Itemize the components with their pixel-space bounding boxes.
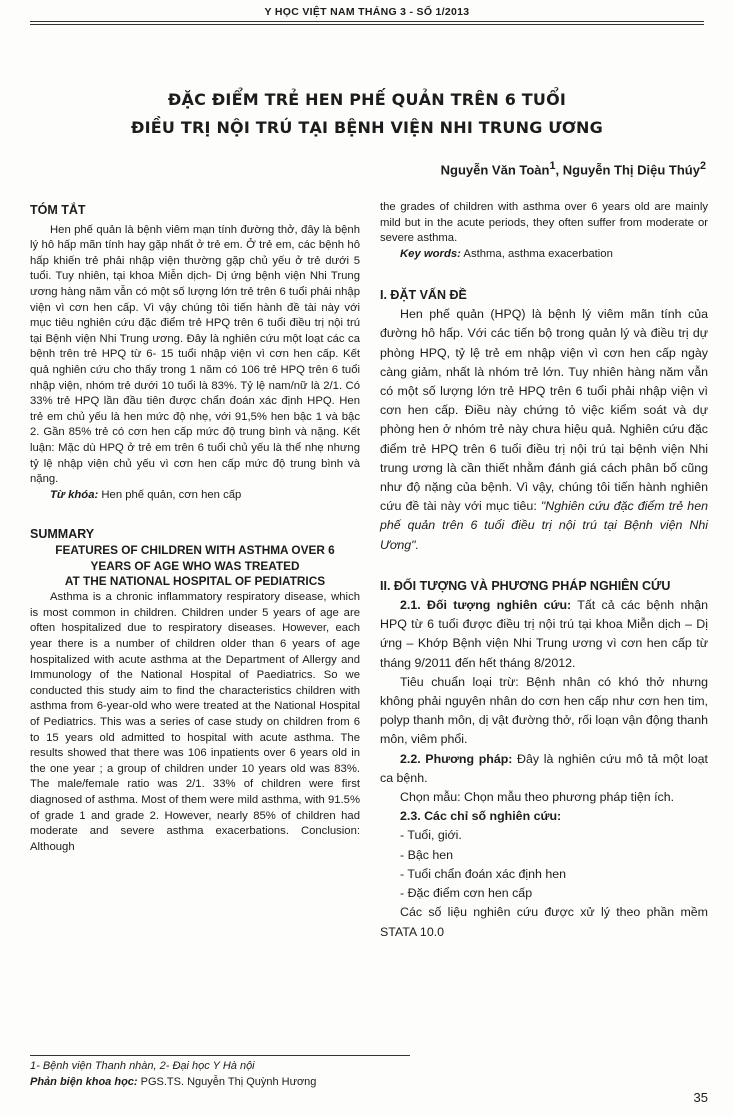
author-1-affiliation: 1 bbox=[549, 160, 556, 172]
summary-title-line-2: YEARS OF AGE WHO WAS TREATED bbox=[90, 558, 300, 573]
section-2-1-text: Tất cả các bệnh nhận HPQ từ 6 tuổi được điều trị nội trú tại khoa Miễn dịch – Dị ứng – Khớp Bệnh viện Nhi Trung ương vì cơn hen cấp từ tháng 9/2011 đến hết tháng 8/2012. bbox=[380, 598, 709, 670]
header-rule-secondary bbox=[30, 24, 704, 25]
tom-tat-keywords bbox=[30, 488, 360, 504]
author-2-affiliation: 2 bbox=[699, 160, 706, 172]
reviewer-label: Phản biện khoa học: bbox=[30, 1076, 138, 1088]
summary-keywords bbox=[380, 247, 708, 263]
section-2-2-text: Đây là nghiên cứu mô tả một loạt ca bệnh. bbox=[380, 751, 708, 785]
section-2-2-label: 2.2. Phương pháp: bbox=[400, 751, 513, 766]
affiliations: 1- Bệnh viện Thanh nhàn, 2- Đại học Y Hà nội bbox=[30, 1060, 255, 1072]
summary-title-line-1: FEATURES OF CHILDREN WITH ASTHMA OVER 6 bbox=[55, 542, 335, 557]
keywords-text: Hen phế quản, cơn hen cấp bbox=[98, 488, 242, 501]
reviewer-line bbox=[30, 1074, 316, 1090]
section-2-3-label: 2.3. Các chỉ số nghiên cứu: bbox=[400, 809, 562, 824]
header-rule bbox=[30, 21, 704, 22]
author-separator: , bbox=[555, 162, 563, 178]
summary-title bbox=[30, 543, 360, 590]
section-2-1-label: 2.1. Đối tượng nghiên cứu: bbox=[400, 598, 572, 613]
indicator-item: - Tuổi, giới. bbox=[400, 828, 462, 843]
indicator-item: - Tuổi chẩn đoán xác định hen bbox=[400, 866, 567, 881]
summary-heading: SUMMARY bbox=[30, 527, 95, 542]
key-words-text: Asthma, asthma exacerbation bbox=[460, 247, 613, 260]
exclusion-criteria: Tiêu chuẩn loại trừ: Bệnh nhân có khó thở nhưng không phải nguyên nhân do cơn hen cấp như cơn hen tim, polyp thanh môn, dị vật đường thở, rối loạn vận động thanh môn, viêm phổi. bbox=[380, 674, 708, 747]
section-1-objective: "Nghiên cứu đặc điểm trẻ hen phế quản trên 6 tuổi điều trị nội trú tại Bệnh viện Nhi Ương". bbox=[380, 499, 708, 552]
author-2: Nguyễn Thị Diệu Thúy bbox=[562, 162, 700, 178]
summary-title-line-3: AT THE NATIONAL HOSPITAL OF PEDIATRICS bbox=[64, 574, 326, 589]
keywords-label: Từ khóa: bbox=[50, 488, 99, 501]
author-line bbox=[441, 160, 706, 177]
footnote-rule bbox=[30, 1055, 410, 1056]
summary-continuation-text: the grades of children with asthma over 6 years old are mainly mild but in the acute periods, they often suffer from moderate or severe asthma. bbox=[380, 201, 708, 245]
tom-tat-heading: TÓM TẮT bbox=[30, 203, 86, 217]
indicator-item: - Bậc hen bbox=[400, 847, 454, 862]
section-2-1 bbox=[380, 596, 708, 673]
section-1-heading: I. ĐẶT VẤN ĐỀ bbox=[380, 288, 467, 302]
page-number: 35 bbox=[693, 1090, 708, 1105]
author-1: Nguyễn Văn Toàn bbox=[440, 162, 550, 178]
section-1-text: Hen phế quản (HPQ) là bệnh lý viêm mãn tính của đường hô hấp. Với các tiến bộ trong quản lý và điều trị dự phòng HPQ, tỷ lệ trẻ em nhập viện vì cơn hen cấp ngày càng giảm, nhất là nhóm trẻ lớn. Tuy nhiên hàng năm vẫn có một số lượng lớn trẻ HPQ trên 6 tuổi phải nhập viện vì cơn hen cấp. Điều này chứng tỏ việc kiểm soát và dự phòng hen ở nhóm trẻ này chưa hiệu quả. Nghiên cứu đặc điểm trẻ HPQ trên 6 tuổi điều trị nội trú tại bệnh viện Nhi trung ương là cần thiết nhằm đánh giá cách phân bố cũng như độ nặng của bệnh. Vì vậy, chúng tôi tiến hành nghiên cứu đề tài này với mục tiêu: bbox=[380, 307, 708, 514]
title-line-2: ĐIỀU TRỊ NỘI TRÚ TẠI BỆNH VIỆN NHI TRUNG ƯƠNG bbox=[131, 118, 603, 137]
indicator-item: - Đặc điểm cơn hen cấp bbox=[400, 886, 533, 901]
section-2-heading: II. ĐỐI TƯỢNG VÀ PHƯƠNG PHÁP NGHIÊN CỨU bbox=[380, 578, 671, 593]
summary-continuation bbox=[380, 200, 708, 262]
summary-body: Asthma is a chronic inflammatory respiratory disease, which is most common in children. Children under 5 years of age are often hospitalized due to respiratory diseases. However, each year there is a number of children older than 6 years of age hospitalized with acute asthma at the Department of Allergy and Immunology of the National Hospital of Paediatrics. So we conducted this study aim to find the characteristics children with asthma from 6-year-old who were treated at the National Hospital of Pediatrics. This was a series of case study on children from 6 to 15 years old admitted to hospital with acute asthma. The results showed that there was 106 inpatients over 6 years old in the one year ; a group of children under 10 years old was 83%. The male/female ratio was 2/1. 33% of children were first diagnosed of asthma. Most of them were mild asthma, with 91.5% of grade 1 and grade 2. However, nearly 85% of children had moderate and severe asthma exacerbations. Conclusion: Although bbox=[30, 591, 360, 853]
article-title bbox=[0, 86, 734, 142]
running-head: Y HỌC VIỆT NAM THÁNG 3 - SỐ 1/2013 bbox=[264, 6, 470, 18]
section-2-2 bbox=[380, 750, 708, 788]
key-words-label: Key words: bbox=[400, 247, 461, 260]
reviewer-name: PGS.TS. Nguyễn Thị Quỳnh Hương bbox=[137, 1076, 317, 1088]
footnote bbox=[30, 1058, 316, 1090]
tom-tat-body: Hen phế quản là bệnh viêm mạn tính đường thở, đây là bệnh lý hô hấp mãn tính hay gặp nhất ở trẻ em. Ở trẻ em, các bệnh hô hấp khiến trẻ phải nhập viện thường gặp chủ yếu ở trẻ dưới 5 tuổi. Tuy nhiên, tại khoa Miễn dịch- Dị ứng bệnh viện Nhi Trung ương hàng năm vẫn có một số lượng lớn trẻ trên 6 tuổi phải nhập viện vì cơn hen cấp. Vì vậy chúng tôi tiến hành đề tài này với mục tiêu nghiên cứu đặc điểm trẻ HPQ trên 6 tuổi điều trị nội trú tại Bệnh viện Nhi Trung ương. Đây là nghiên cứu một loạt các ca bệnh trên trẻ HPQ từ 6- 15 tuổi nhập viện vì cơn hen cấp. Kết quả nghiên cứu cho thấy trong 1 năm có 106 trẻ HPQ trên 6 tuổi nhập viện, nhóm trẻ dưới 10 tuổi là 83%. Tỷ lệ nam/nữ là 2/1. Có 33% trẻ HPQ lần đầu tiên được chẩn đoán xác định HPQ. Hen trẻ em chủ yếu là hen mức độ nhẹ, với 91,5% hen bậc 1 và bậc 2. Gần 85% trẻ có cơn hen cấp mức độ trung bình và nặng. Kết luận: Mặc dù HPQ ở trẻ em trên 6 tuổi chủ yếu là thể nhẹ nhưng tỷ lệ nhập viện chủ yếu vì cơn hen cấp mức độ trung bình và nặng. bbox=[30, 223, 360, 486]
left-column bbox=[30, 203, 360, 855]
statistics-software: Các số liệu nghiên cứu được xử lý theo phần mềm STATA 10.0 bbox=[380, 905, 708, 939]
sampling-method: Chọn mẫu: Chọn mẫu theo phương pháp tiện ích. bbox=[400, 790, 675, 805]
title-line-1: ĐẶC ĐIỂM TRẺ HEN PHẾ QUẢN TRÊN 6 TUỔI bbox=[167, 90, 567, 109]
section-1-body bbox=[380, 305, 708, 555]
right-column bbox=[380, 286, 708, 942]
